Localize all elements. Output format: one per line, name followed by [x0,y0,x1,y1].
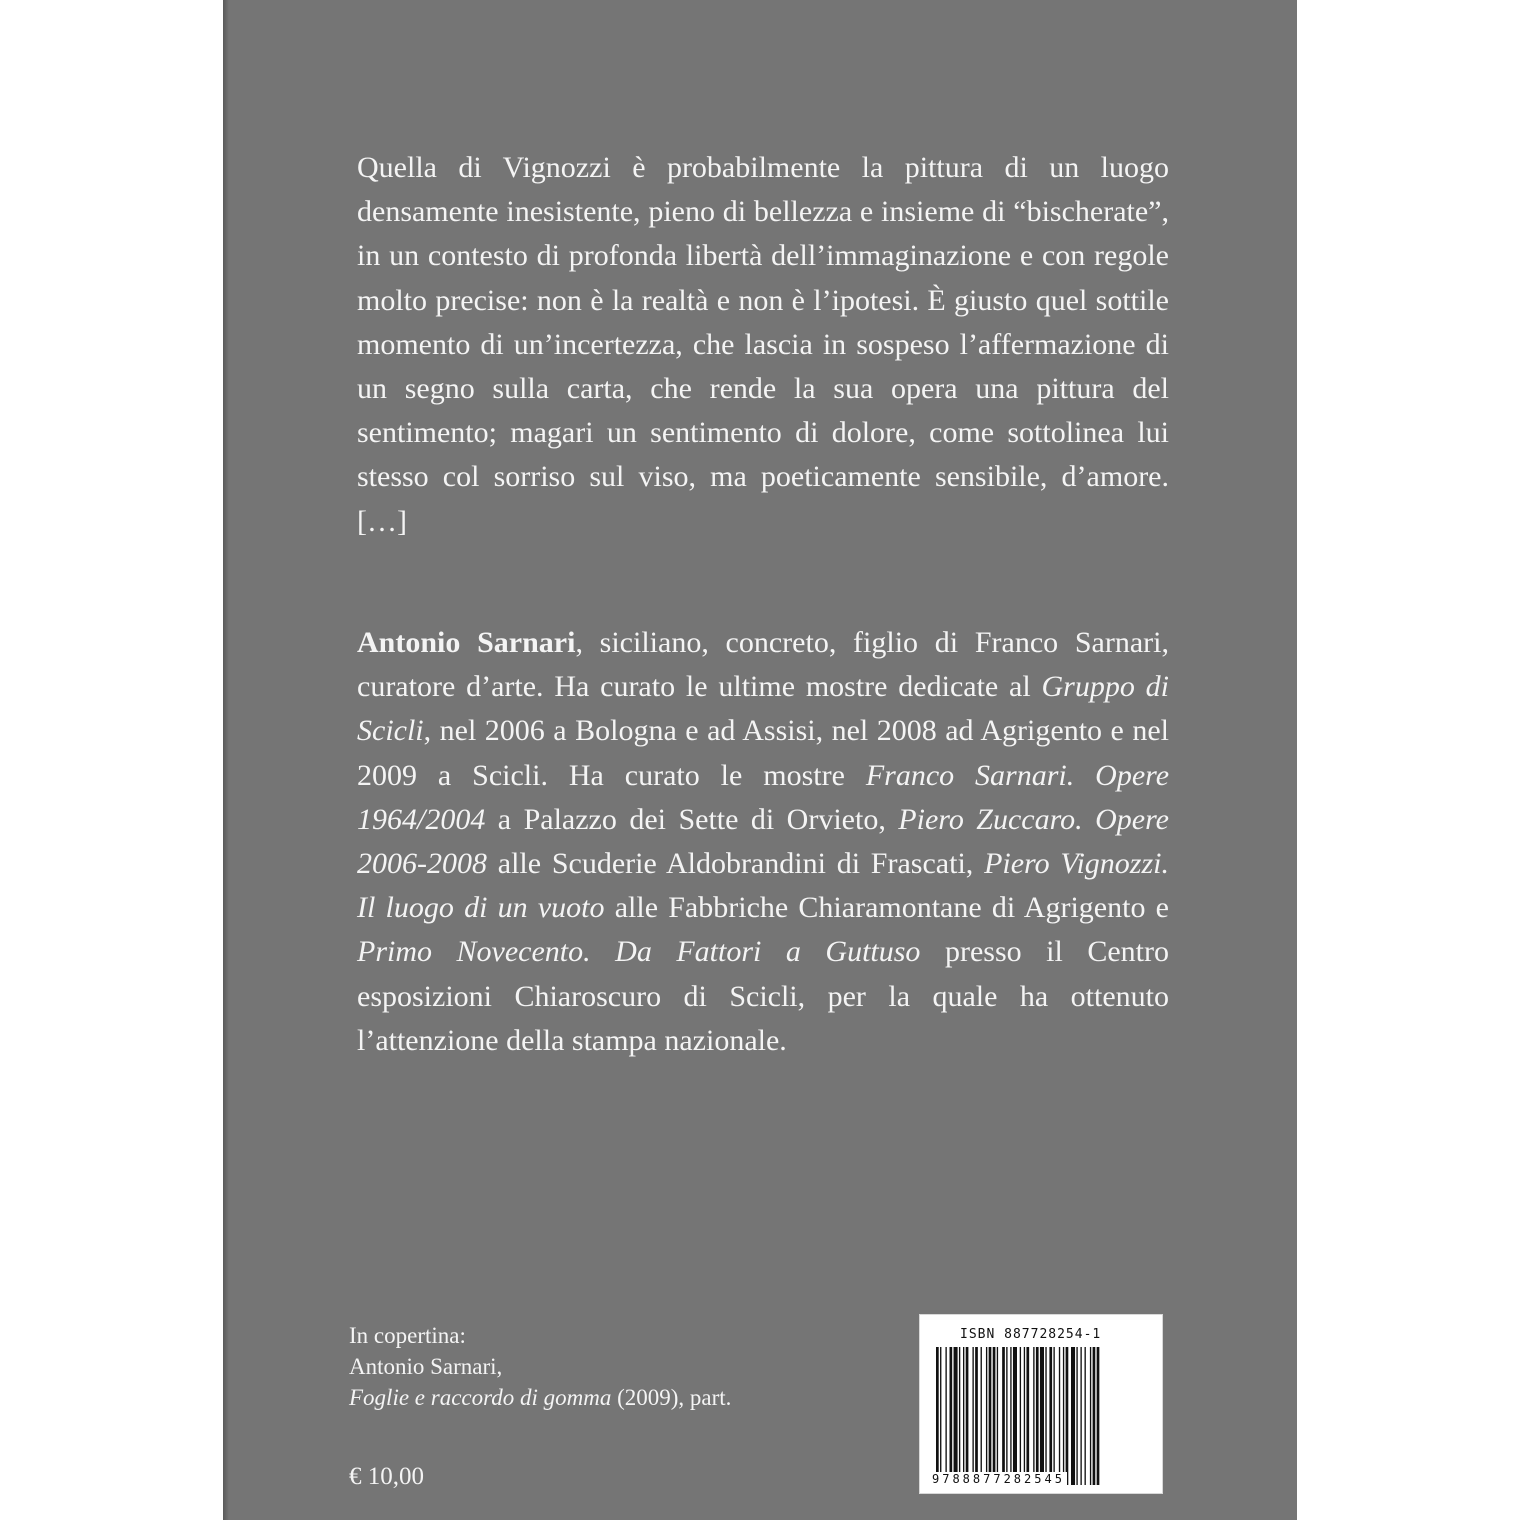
price-label: € 10,00 [349,1463,424,1490]
barcode-bar [945,1347,946,1485]
barcode-bar [989,1347,992,1485]
credit-line-2: Antonio Sarnari, [349,1354,503,1379]
blurb-paragraph: Quella di Vignozzi è probabilmente la pittura di un luogo densamente inesistente, pieno di bellezza e insieme di “bischerate”, in un contesto di profonda libertà dell’immaginazione e con regole molto precise: non è la realtà e non è l’ipotesi. È giusto quel sottile momento di un’incertezza, che lascia in sospeso l’affermazione di un segno sulla carta, che rende la sua opera una pittura del sentimento; magari un sentimento di dolore, come sottolinea lui stesso col sorriso sul viso, ma poeticamente sensibile, d’amore. […] [357,151,1169,538]
credit-line-3 [349,1382,869,1413]
bio-title-1: Gruppo di Scicli [357,670,1169,748]
credit-line-1: In copertina: [349,1323,466,1348]
barcode-icon [934,1347,1148,1485]
barcode-bar [1045,1347,1046,1485]
author-bio-paragraph [357,621,1169,1063]
barcode-bar [1049,1347,1052,1485]
bio-text-3: a Palazzo dei Sette di Orvieto, [485,802,899,836]
credit-artwork-details: (2009), part. [611,1385,732,1410]
barcode-bar [963,1347,964,1485]
barcode-bar [997,1347,998,1485]
barcode-bar [1013,1347,1017,1485]
credit-artwork-title: Foglie e raccordo di gomma [349,1385,612,1410]
barcode-bar [981,1347,982,1485]
barcode-bar [950,1347,953,1485]
barcode-bar [1036,1347,1039,1485]
barcode-bar [1080,1347,1081,1485]
barcode-bar [966,1347,969,1485]
barcode-bar [1090,1347,1091,1485]
barcode-bar [1093,1347,1096,1485]
barcode-bar [1063,1347,1064,1485]
cover-credit [349,1320,869,1413]
barcode-bar [1053,1347,1054,1485]
barcode-bar [959,1347,960,1485]
bio-text-2: , nel 2006 a Bologna e ad Assisi, nel 2008 ad Agrigento e nel 2009 a Scicli. Ha curato le mostre [357,714,1169,792]
barcode-digits: 9788877282545 [932,1472,1065,1486]
barcode-bar [993,1347,996,1485]
barcode-bar [986,1347,987,1485]
author-name: Antonio Sarnari [357,626,576,659]
barcode-bar [954,1347,958,1485]
barcode-bar [1002,1347,1005,1485]
barcode-bar [940,1347,941,1485]
barcode-bar [1006,1347,1007,1485]
barcode-bar [1020,1347,1021,1485]
barcode-bar [1071,1347,1075,1485]
barcode-bar [975,1347,978,1485]
isbn-text: ISBN 887728254-1 [960,1327,1102,1342]
bio-text-6: presso il Centro esposizioni Chiaroscuro di Scicli, per la quale ha ottenuto l’attenzione della stampa nazionale. [357,935,1169,1057]
barcode-bar [1085,1347,1086,1485]
barcode-bar [1066,1347,1069,1485]
barcode-label [919,1314,1163,1494]
barcode-bar [1024,1347,1025,1485]
bio-text-1: , siciliano, concreto, figlio di Franco Sarnari, curatore d’arte. Ha curato le ultime mostre dedicate al [357,626,1170,704]
barcode-bar [936,1347,939,1485]
bio-title-5: Primo Novecento. Da Fattori a Guttuso [357,935,921,969]
bio-title-3: Piero Zuccaro. Opere 2006-2008 [357,802,1169,881]
barcode-bar [972,1347,973,1485]
barcode-bar [1097,1347,1100,1485]
barcode-bar [1040,1347,1044,1485]
bio-title-2: Franco Sarnari. Opere 1964/2004 [357,758,1170,836]
bio-title-4: Piero Vignozzi. Il luogo di un vuoto [357,847,1169,925]
bio-text-4: alle Scuderie Aldobrandini di Frascati, [487,847,985,881]
barcode-bar [1076,1347,1077,1485]
barcode-bar [1033,1347,1034,1485]
barcode-bar [1059,1347,1060,1485]
bio-text-5: alle Fabbriche Chiaramontane di Agrigento e [604,891,1169,925]
barcode-bar [1010,1347,1011,1485]
barcode-bar [1026,1347,1029,1485]
